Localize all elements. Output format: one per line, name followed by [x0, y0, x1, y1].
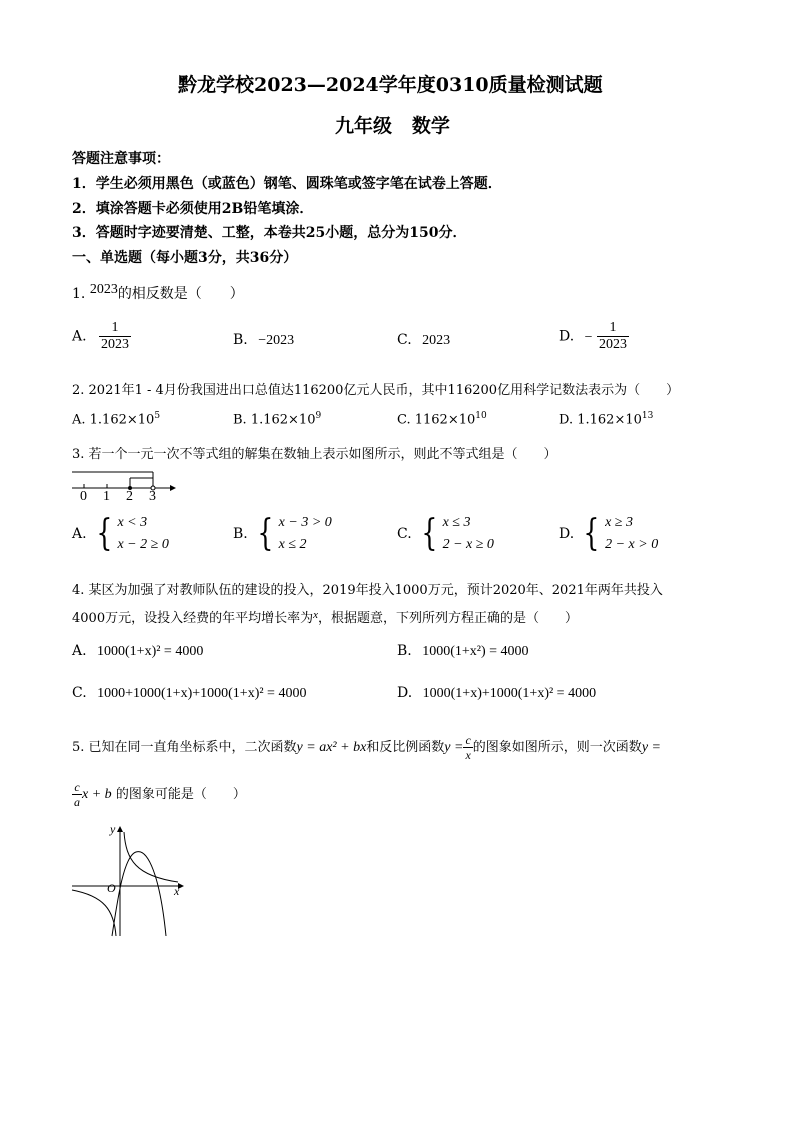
notice-item-2: 2．填涂答题卡必须使用2B铅笔填涂．: [72, 201, 314, 217]
q1-option-b[interactable]: B. −2023: [233, 332, 295, 348]
q1-stem-text: 的相反数是（ ）: [117, 286, 244, 302]
q1-expression: 2023: [89, 282, 118, 297]
question-number: 1.: [72, 286, 86, 302]
brace-symbol: {: [421, 513, 438, 554]
axis-tick-3: 3: [149, 489, 156, 504]
fraction: $\frac{1}{2023}$: [101, 320, 130, 352]
q1-option-d[interactable]: D. − $\frac{1}{2023}$: [559, 320, 627, 352]
exam-subtitle: 九年级 数学: [335, 115, 450, 137]
q4-option-a[interactable]: A. 1000(1+x)² = 4000: [72, 643, 204, 659]
question-5-line-2: $\frac{c}{a}$ x + b 的图象可能是（ ）: [74, 780, 246, 809]
brace-symbol: {: [583, 513, 600, 554]
function-graph-figure: [66, 820, 190, 940]
section-heading-single-choice: 一、单选题（每小题3分，共36分）: [72, 250, 298, 266]
notice-item-1: 1．学生必须用黑色（或蓝色）钢笔、圆珠笔或签字笔在试卷上答题．: [72, 176, 502, 192]
question-2-stem: 2. 2021年1 - 4月份我国进出口总值达116200亿元人民币，其中116200亿用科学记数法表示为（ ）: [72, 383, 680, 398]
q4-option-c[interactable]: C. 1000+1000(1+x)+1000(1+x)² = 4000: [72, 685, 307, 701]
fraction: $\frac{c}{x}$: [465, 733, 471, 762]
q1-option-a[interactable]: A. $\frac{1}{2023}$: [72, 320, 130, 352]
axis-tick-0: 0: [80, 489, 87, 504]
graph-origin-label: O: [107, 881, 116, 895]
q2-option-b[interactable]: B. $1.162\times 10^9$: [233, 411, 322, 428]
q3-option-d[interactable]: D. { x ≥ 3 2 − x > 0: [559, 513, 659, 554]
q3-option-b[interactable]: B. { x − 3 > 0 x ≤ 2: [233, 513, 332, 554]
q4-option-d[interactable]: D. 1000(1+x)+1000(1+x)² = 4000: [397, 685, 597, 701]
fraction: $\frac{1}{2023}$: [599, 320, 627, 352]
exam-title: 黔龙学校2023—2024学年度0310质量检测试题: [178, 74, 603, 96]
question-1-stem: [72, 283, 244, 303]
graph-y-label: y: [110, 822, 116, 836]
question-4-line-2: 4000万元，设投入经费的年平均增长率为$^x$，根据题意，下列所列方程正确的是（ ）: [72, 609, 578, 626]
q2-option-d[interactable]: D. $1.162\times 10^{13}$: [559, 411, 654, 428]
question-5-line-1: 5. 已知在同一直角坐标系中，二次函数y = ax² + bx和反比例函数y = $\frac{c}{x}$ 的图象如图所示，则一次函数y =: [72, 733, 661, 762]
q3-option-a[interactable]: A. { x < 3 x − 2 ≥ 0: [72, 513, 169, 554]
graph-x-label: x: [174, 884, 180, 898]
question-3-stem: 3. 若一个一元一次不等式组的解集在数轴上表示如图所示，则此不等式组是（ ）: [72, 447, 557, 462]
axis-tick-2: 2: [126, 489, 133, 504]
brace-symbol: {: [257, 513, 274, 554]
q4-option-b[interactable]: B. 1000(1+x²) = 4000: [397, 643, 529, 659]
q1-option-c[interactable]: C. 2023: [397, 332, 451, 348]
q3-option-c[interactable]: C. { x ≤ 3 2 − x ≥ 0: [397, 513, 494, 554]
q2-option-c[interactable]: C. $1162\times 10^{10}$: [397, 411, 487, 428]
fraction: $\frac{c}{a}$: [74, 780, 80, 809]
q2-option-a[interactable]: A. $1.162\times 10^5$: [72, 411, 161, 428]
notice-item-3: 3．答题时字迹要清楚、工整，本卷共25小题，总分为150分．: [72, 225, 467, 241]
question-4-line-1: 4. 某区为加强了对教师队伍的建设的投入，2019年投入1000万元，预计2020年、2021年两年共投入: [72, 583, 663, 598]
notice-heading: 答题注意事项：: [72, 151, 170, 167]
axis-tick-1: 1: [103, 489, 110, 504]
brace-symbol: {: [95, 513, 113, 554]
